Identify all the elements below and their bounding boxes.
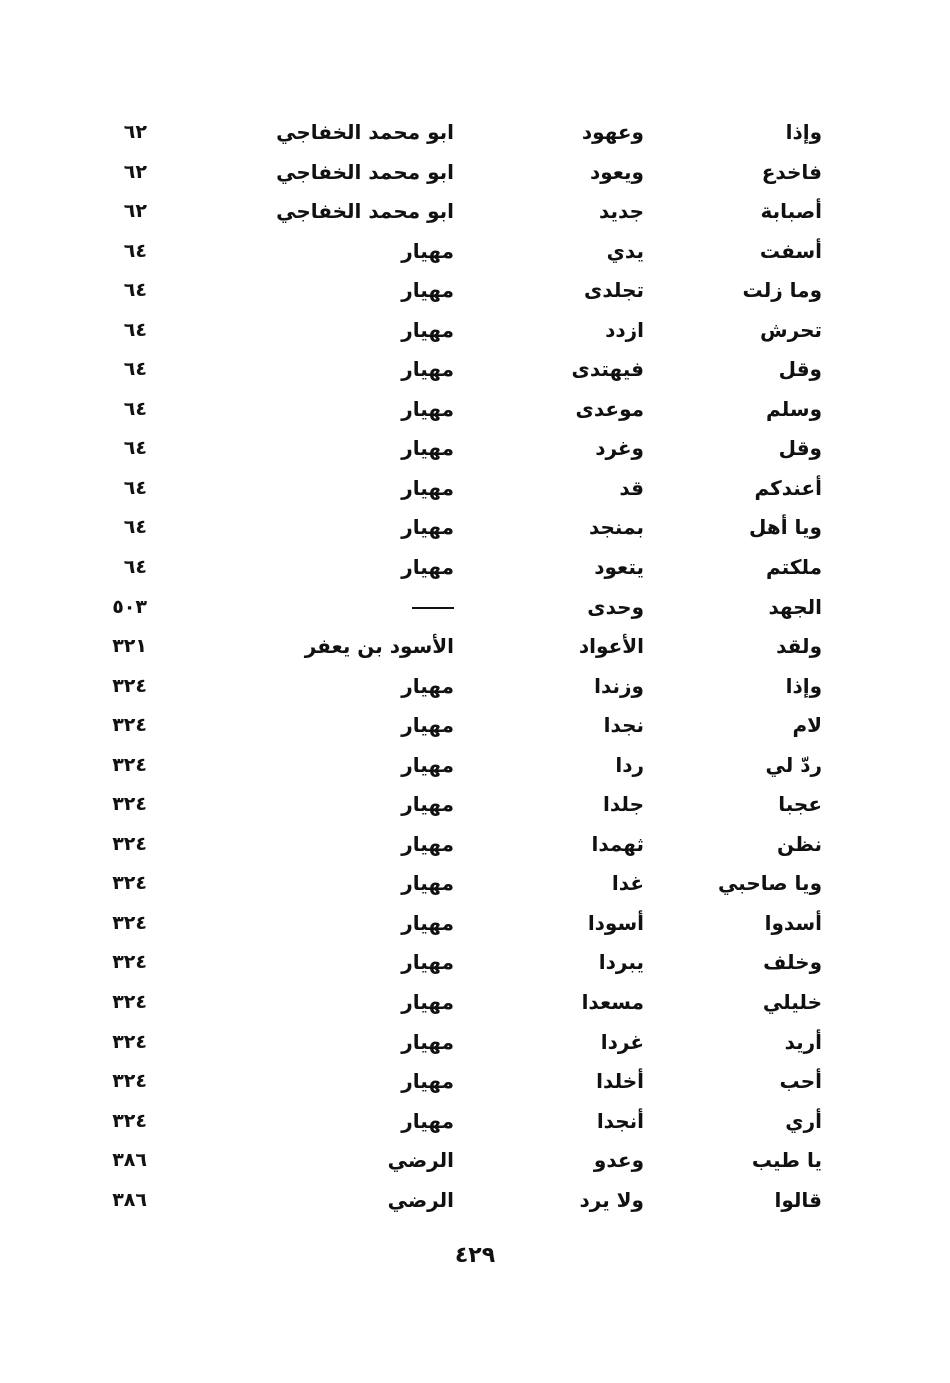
rhyme-word: ازدد — [605, 317, 644, 342]
index-row — [0, 745, 950, 785]
index-row — [0, 547, 950, 587]
rhyme-word: جديد — [598, 199, 644, 224]
page-reference: ٦٤ — [123, 397, 147, 420]
rhyme-word: ثهمدا — [591, 831, 644, 856]
page-reference: ٣٢٤ — [112, 1109, 147, 1132]
first-word: وما زلت — [742, 278, 822, 303]
rhyme-word: ولا يرد — [579, 1187, 644, 1212]
page-reference: ٦٢ — [123, 160, 147, 183]
first-word: عجبا — [778, 792, 822, 817]
index-row — [0, 349, 950, 389]
poet-name: مهيار — [401, 713, 454, 738]
poet-name: ابو محمد الخفاجي — [276, 199, 454, 224]
page-reference: ٦٢ — [123, 121, 147, 143]
first-word: وخلف — [763, 950, 822, 975]
poet-name: مهيار — [401, 238, 454, 263]
rhyme-word: نجدا — [603, 713, 644, 738]
rhyme-word: موعدى — [575, 396, 644, 421]
poet-name: مهيار — [401, 475, 454, 500]
rhyme-word: جلدا — [603, 792, 644, 817]
poet-name: مهيار — [401, 515, 454, 540]
first-word: أصبابة — [760, 199, 822, 224]
index-row — [0, 666, 950, 706]
first-word: أري — [785, 1108, 822, 1133]
index-row — [0, 389, 950, 429]
page-reference: ٦٤ — [123, 318, 147, 341]
first-word: فاخدع — [761, 159, 822, 184]
first-word: تحرش — [760, 317, 822, 342]
poet-name: مهيار — [401, 831, 454, 856]
page-reference: ٦٤ — [123, 358, 147, 381]
first-word: ردّ لي — [765, 752, 822, 777]
page-number: ٤٢٩ — [454, 1243, 496, 1268]
page-reference: ٣٢٤ — [112, 951, 147, 974]
first-word: وسلم — [766, 396, 822, 421]
first-word: يا طيب — [751, 1148, 822, 1173]
page-reference: ٦٤ — [123, 437, 147, 460]
page-reference: ٣٢٤ — [112, 991, 147, 1014]
poet-name: الأسود بن يعفر — [304, 634, 454, 659]
page-reference: ٣٨٦ — [112, 1149, 147, 1172]
page-reference: ٣٢٤ — [112, 872, 147, 895]
poet-name: الرضي — [387, 1148, 454, 1173]
rhyme-word: غدا — [611, 871, 644, 896]
poet-name: ابو محمد الخفاجي — [276, 120, 454, 144]
page-reference: ٦٤ — [123, 476, 147, 499]
index-row — [0, 1140, 950, 1180]
first-word: ملكتم — [765, 555, 822, 580]
poet-name: مهيار — [401, 673, 454, 698]
page-reference: ٦٤ — [123, 279, 147, 302]
rhyme-word: بمنجد — [588, 515, 644, 540]
rhyme-word: أنجدا — [596, 1108, 644, 1133]
index-row — [0, 1061, 950, 1101]
index-row — [0, 231, 950, 271]
index-row — [0, 982, 950, 1022]
rhyme-word: أخلدا — [596, 1069, 644, 1094]
page-reference: ٣٢٤ — [112, 911, 147, 934]
first-word: أسدوا — [764, 910, 822, 935]
index-row — [0, 705, 950, 745]
poet-name: مهيار — [401, 990, 454, 1015]
first-word: أريد — [784, 1029, 822, 1054]
index-row — [0, 310, 950, 350]
rhyme-word: وغرد — [595, 436, 644, 461]
rhyme-word: يتعود — [594, 555, 644, 580]
rhyme-word: ردا — [615, 752, 644, 777]
first-word: ويا صاحبي — [717, 871, 822, 896]
rhyme-word: قد — [619, 475, 644, 500]
first-word: ويا أهل — [749, 515, 822, 540]
rhyme-word: وعهود — [581, 120, 644, 144]
page-reference: ٦٤ — [123, 556, 147, 579]
poet-name: مهيار — [401, 357, 454, 382]
poet-name: مهيار — [401, 950, 454, 975]
rhyme-word: يبردا — [598, 950, 644, 975]
poet-name: مهيار — [401, 1029, 454, 1054]
unknown-poet-dash — [412, 607, 454, 609]
page-reference: ٣٢٤ — [112, 674, 147, 697]
index-row — [0, 903, 950, 943]
rhyme-word: الأعواد — [578, 634, 644, 659]
poet-name: مهيار — [401, 1069, 454, 1094]
index-row — [0, 824, 950, 864]
poet-name: الرضي — [387, 1187, 454, 1212]
index-row — [0, 270, 950, 310]
first-word: ولقد — [776, 634, 822, 659]
index-row — [0, 112, 950, 152]
poet-name: مهيار — [401, 871, 454, 896]
first-word: وإذا — [785, 120, 822, 144]
poet-name: مهيار — [401, 278, 454, 303]
first-word: أسفت — [759, 238, 822, 263]
rhyme-word: وزندا — [594, 673, 644, 698]
index-row — [0, 784, 950, 824]
page-reference: ٣٢٤ — [112, 714, 147, 737]
first-word: لام — [792, 713, 822, 738]
poet-name: مهيار — [401, 396, 454, 421]
page-reference: ٥٠٣ — [112, 595, 147, 618]
poet-name: مهيار — [401, 317, 454, 342]
first-word: خليلي — [762, 990, 822, 1015]
rhyme-word: وحدى — [587, 594, 644, 619]
page-reference: ٣٢٤ — [112, 832, 147, 855]
page-reference: ٣٢٤ — [112, 793, 147, 816]
index-row — [0, 468, 950, 508]
poet-name: مهيار — [401, 555, 454, 580]
rhyme-word: يدي — [606, 238, 644, 263]
poet-name: مهيار — [401, 436, 454, 461]
page-reference: ٣٢٤ — [112, 753, 147, 776]
poet-name: مهيار — [401, 1108, 454, 1133]
first-word: وقل — [778, 436, 822, 461]
first-word: أعندكم — [754, 475, 822, 500]
index-row — [0, 191, 950, 231]
index-row — [0, 507, 950, 547]
rhyme-word: أسودا — [587, 910, 644, 935]
index-row — [0, 1101, 950, 1141]
index-row — [0, 626, 950, 666]
page-reference: ٣٨٦ — [112, 1188, 147, 1211]
first-word: وقل — [778, 357, 822, 382]
rhyme-word: وعدو — [593, 1148, 644, 1173]
index-row — [0, 942, 950, 982]
index-row — [0, 1180, 950, 1220]
page-reference: ٣٢١ — [112, 635, 147, 658]
poet-name: مهيار — [401, 910, 454, 935]
poet-name: ابو محمد الخفاجي — [276, 159, 454, 184]
first-word: نظن — [777, 831, 822, 856]
rhyme-word: فيهتدى — [571, 357, 644, 382]
poet-name: مهيار — [401, 792, 454, 817]
first-word: الجهد — [768, 594, 822, 619]
first-word: وإذا — [785, 673, 822, 698]
rhyme-word: تجلدى — [584, 278, 644, 303]
page-reference: ٦٤ — [123, 239, 147, 262]
page-reference: ٣٢٤ — [112, 1070, 147, 1093]
index-row — [0, 587, 950, 627]
rhyme-word: غردا — [600, 1029, 644, 1054]
page-reference: ٦٤ — [123, 516, 147, 539]
page-reference: ٦٢ — [123, 200, 147, 223]
index-row — [0, 428, 950, 468]
poet-name: مهيار — [401, 752, 454, 777]
first-word: أحب — [779, 1069, 822, 1094]
rhyme-word: ويعود — [589, 159, 644, 184]
page-reference: ٣٢٤ — [112, 1030, 147, 1053]
verse-index-table — [0, 112, 950, 1219]
index-row — [0, 863, 950, 903]
index-row — [0, 152, 950, 192]
index-row — [0, 1022, 950, 1062]
first-word: قالوا — [774, 1187, 822, 1212]
rhyme-word: مسعدا — [581, 990, 644, 1015]
